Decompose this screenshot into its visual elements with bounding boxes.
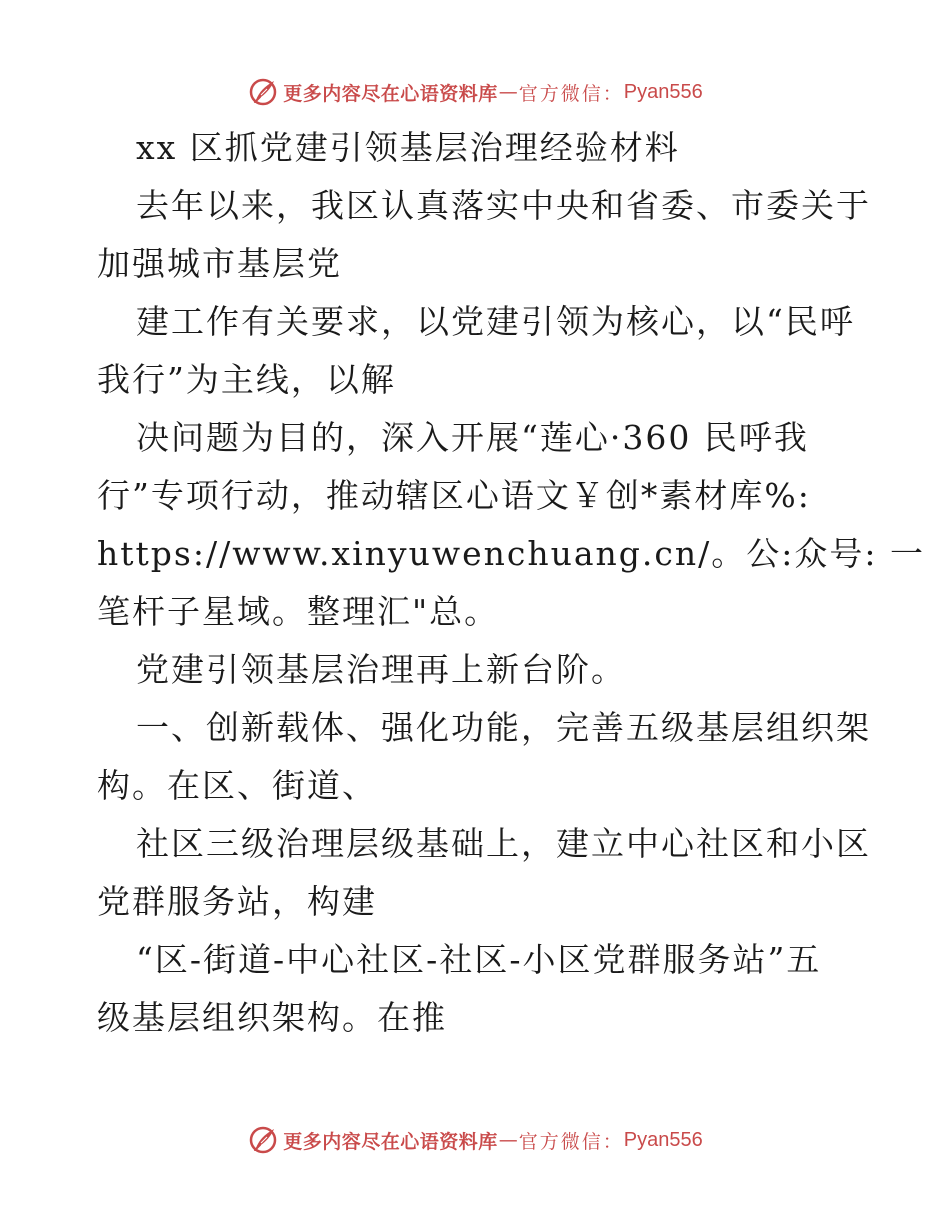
paragraph-line: 构。在区、街道、 [97, 766, 377, 805]
paragraph-line: 行”专项行动，推动辖区心语文￥创*素材库%: [97, 476, 811, 515]
watermark-official-label: 官方微信： [518, 82, 624, 105]
watermark-separator: — [498, 1129, 518, 1151]
paragraph-line: 决问题为目的，深入开展“莲心·360 民呼我 [136, 418, 809, 457]
paragraph-line: 建工作有关要求，以党建引领为核心，以“民呼 [136, 302, 855, 341]
feather-pen-logo-icon [247, 1124, 279, 1156]
section-heading-line: 一、创新载体、强化功能，完善五级基层组织架 [136, 708, 871, 747]
paragraph-line: 社区三级治理层级基础上，建立中心社区和小区 [136, 824, 871, 863]
watermark-wechat-id: Pyan556 [623, 80, 703, 103]
footer-watermark [0, 1120, 950, 1160]
watermark-text: 更多内容尽在心语资料库 [283, 82, 498, 105]
document-title: xx 区抓党建引领基层治理经验材料 [136, 128, 680, 167]
paragraph-line: 级基层组织架构。在推 [97, 998, 447, 1037]
feather-pen-logo-icon [247, 76, 279, 108]
watermark-official-label: 官方微信： [518, 1130, 624, 1153]
watermark-wechat-id: Pyan556 [623, 1128, 703, 1151]
paragraph-line: “区-街道-中心社区-社区-小区党群服务站”五 [136, 940, 822, 979]
paragraph-line: 我行”为主线，以解 [97, 360, 396, 399]
paragraph-line: 去年以来，我区认真落实中央和省委、市委关于 [136, 186, 871, 225]
watermark-text: 更多内容尽在心语资料库 [283, 1130, 498, 1153]
paragraph-line: https://www.xinyuwenchuang.cn/。公:众号: 一 [97, 534, 925, 573]
header-watermark [0, 72, 950, 112]
paragraph-line: 党群服务站，构建 [97, 882, 377, 921]
paragraph-line: 党建引领基层治理再上新台阶。 [136, 650, 626, 689]
paragraph-line: 加强城市基层党 [97, 244, 342, 283]
watermark-separator: — [498, 81, 518, 103]
paragraph-line: 笔杆子星域。整理汇"总。 [97, 592, 500, 631]
